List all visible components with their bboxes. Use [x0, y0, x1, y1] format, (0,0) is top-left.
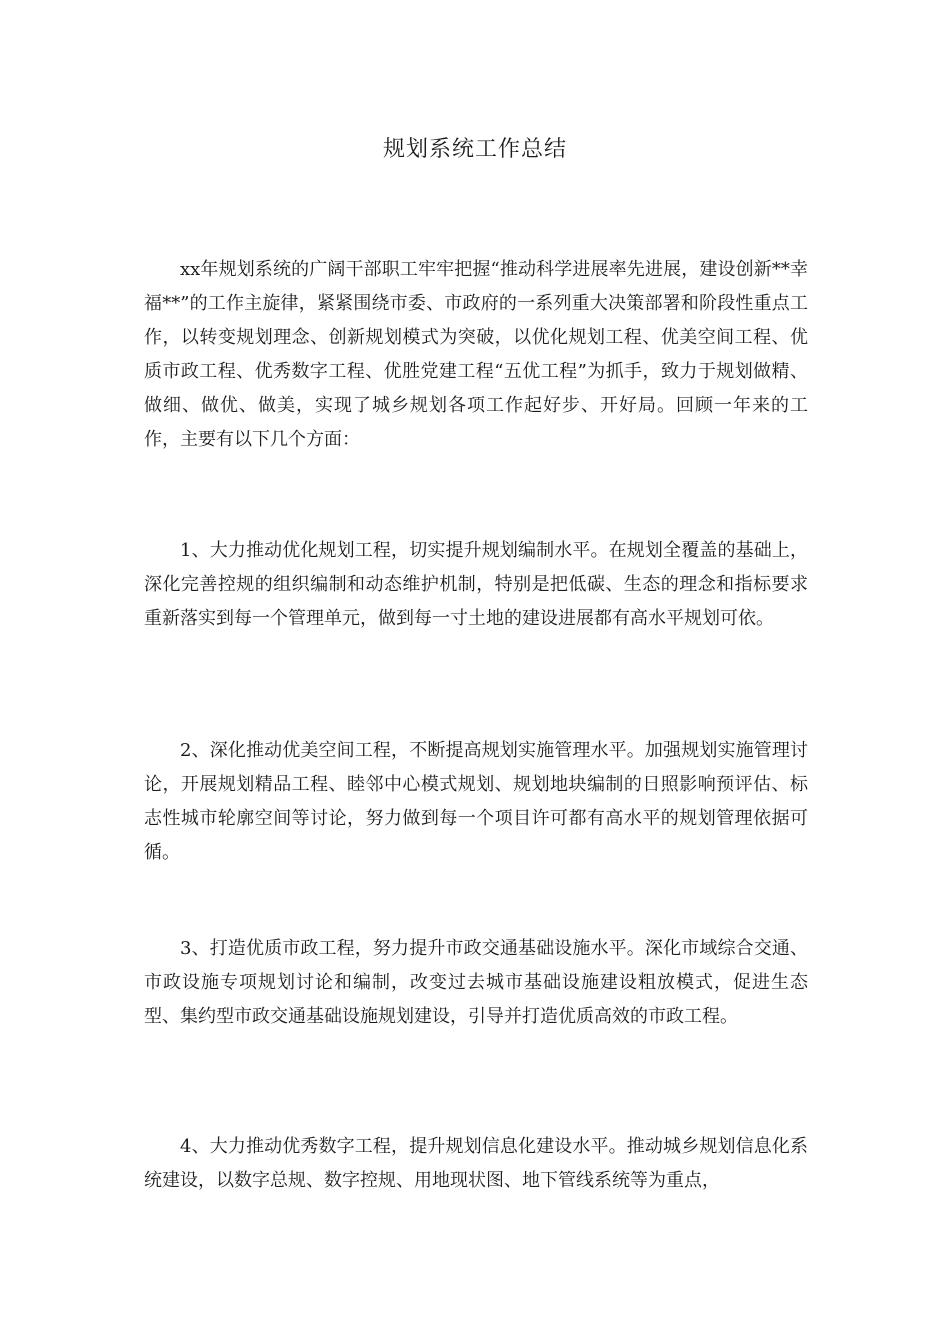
paragraph-section-3: 3、打造优质市政工程，努力提升市政交通基础设施水平。深化市域综合交通、市政设施专项规划讨论和编制，改变过去城市基础设施建设粗放模式，促进生态型、集约型市政交通基础设施规划建设，引导并打造优质高效的市政工程。	[144, 938, 808, 1027]
paragraph-section-4: 4、大力推动优秀数字工程，提升规划信息化建设水平。推动城乡规划信息化系统建设，以数字总规、数字控规、用地现状图、地下管线系统等为重点，	[144, 1136, 808, 1191]
paragraph-section-2: 2、深化推动优美空间工程，不断提高规划实施管理水平。加强规划实施管理讨论，开展规划精品工程、睦邻中心模式规划、规划地块编制的日照影响预评估、标志性城市轮廓空间等讨论，努力做到每一个项目许可都有高水平的规划管理依据可循。	[144, 740, 808, 863]
paragraph-intro: xx年规划系统的广阔干部职工牢牢把握“推动科学进展率先进展，建设创新**幸福**”的工作主旋律，紧紧围绕市委、市政府的一系列重大决策部署和阶段性重点工作，以转变规划理念、创新规划模式为突破，以优化规划工程、优美空间工程、优质市政工程、优秀数字工程、优胜党建工程“五优工程”为抓手，致力于规划做精、做细、做优、做美，实现了城乡规划各项工作起好步、开好局。回顾一年来的工作，主要有以下几个方面：	[144, 259, 808, 450]
paragraph-section-1: 1、大力推动优化规划工程，切实提升规划编制水平。在规划全覆盖的基础上，深化完善控规的组织编制和动态维护机制，特别是把低碳、生态的理念和指标要求重新落实到每一个管理单元，做到每一寸土地的建设进展都有高水平规划可依。	[144, 540, 808, 629]
document-title: 规划系统工作总结	[382, 137, 567, 162]
